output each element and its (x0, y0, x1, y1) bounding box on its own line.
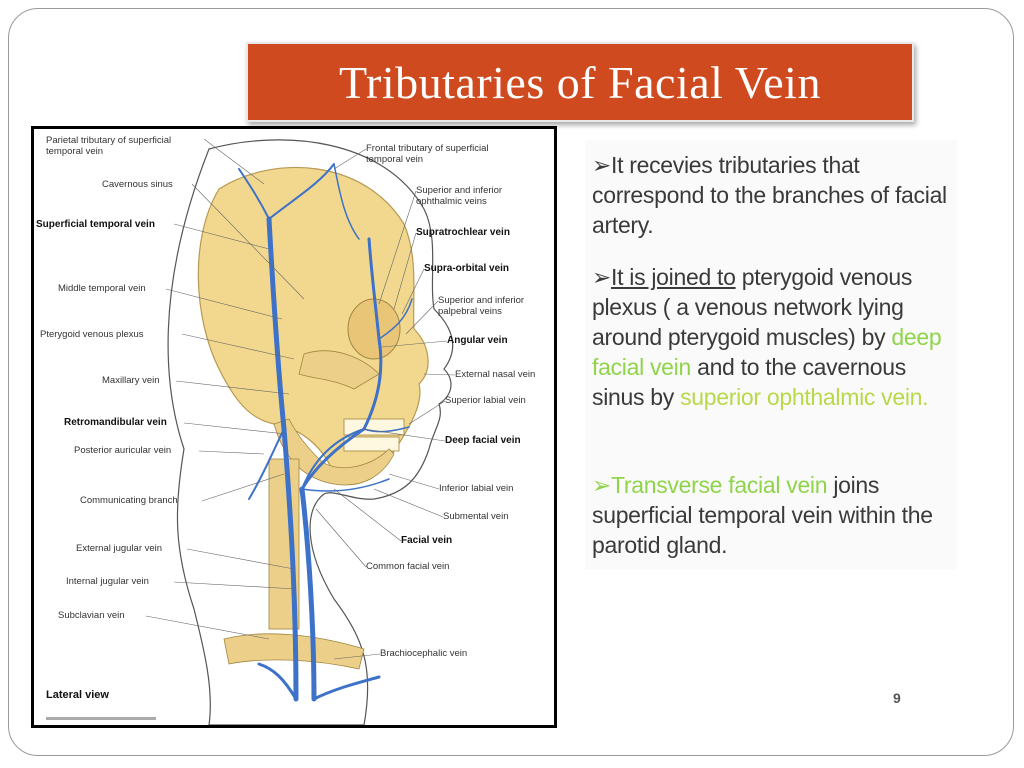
label-palpebral-veins: Superior and inferior palpebral veins (438, 295, 525, 317)
p2-highlight-superior-ophthalmic-vein: superior ophthalmic vein. (680, 384, 929, 410)
label-deep-facial-vein: Deep facial vein (445, 435, 521, 446)
label-external-nasal-vein: External nasal vein (455, 369, 536, 380)
figure-view-label: Lateral view (46, 689, 109, 701)
label-angular-vein: Angular vein (447, 335, 508, 346)
label-frontal-tributary: Frontal tributary of superficial temporal vein (366, 143, 489, 165)
label-supratrochlear-vein: Supratrochlear vein (416, 227, 510, 238)
paragraph-3 (592, 470, 954, 560)
p2-text-b: and to the cavernous sinus by (592, 354, 906, 410)
p2-highlight-deep-facial-vein: deep facial vein (592, 324, 942, 380)
label-superficial-temporal-vein: Superficial temporal vein (36, 219, 155, 230)
label-submental-vein: Submental vein (443, 511, 509, 522)
label-brachiocephalic-vein: Brachiocephalic vein (380, 648, 468, 659)
label-internal-jugular-vein: Internal jugular vein (66, 576, 149, 587)
p2-underlined: It is joined to (610, 264, 736, 290)
label-common-facial-vein: Common facial vein (366, 561, 450, 572)
label-pterygoid-venous-plexus: Pterygoid venous plexus (40, 329, 144, 340)
bullet-arrow-icon: ➢ (592, 264, 611, 290)
label-superior-labial-vein: Superior labial vein (445, 395, 526, 406)
label-posterior-auricular-vein: Posterior auricular vein (74, 445, 172, 456)
label-middle-temporal-vein: Middle temporal vein (58, 283, 146, 294)
label-communicating-branch: Communicating branch (80, 495, 178, 506)
paragraph-1 (592, 150, 954, 240)
bullet-arrow-icon: ➢ (592, 152, 611, 178)
title-banner (246, 42, 914, 122)
label-external-jugular-vein: External jugular vein (76, 543, 163, 554)
label-facial-vein: Facial vein (401, 535, 453, 546)
label-ophthalmic-veins: Superior and inferior ophthalmic veins (416, 185, 503, 207)
label-cavernous-sinus: Cavernous sinus (102, 179, 173, 190)
p2-text-a: pterygoid venous plexus ( a venous network lying around pterygoid muscles) by (592, 264, 913, 350)
label-subclavian-vein: Subclavian vein (58, 610, 125, 621)
page-number: 9 (893, 690, 901, 706)
p3-highlight-transverse-facial-vein: Transverse facial vein (610, 472, 828, 498)
anatomy-figure (31, 126, 557, 728)
label-inferior-labial-vein: Inferior labial vein (439, 483, 514, 494)
label-retromandibular-vein: Retromandibular vein (64, 417, 167, 428)
paragraph-2 (592, 262, 954, 412)
label-supra-orbital-vein: Supra-orbital vein (424, 263, 510, 274)
bullet-arrow-icon: ➢ (592, 472, 611, 498)
slide-title: Tributaries of Facial Vein (339, 56, 821, 108)
label-maxillary-vein: Maxillary vein (102, 375, 160, 386)
figure-copyright-line (46, 717, 156, 720)
p3-text: joins superficial temporal vein within the parotid gland. (592, 472, 933, 558)
p1-text: It recevies tributaries that correspond to the branches of facial artery. (592, 152, 947, 238)
label-parietal-tributary: Parietal tributary of superficial temporal vein (46, 135, 172, 157)
